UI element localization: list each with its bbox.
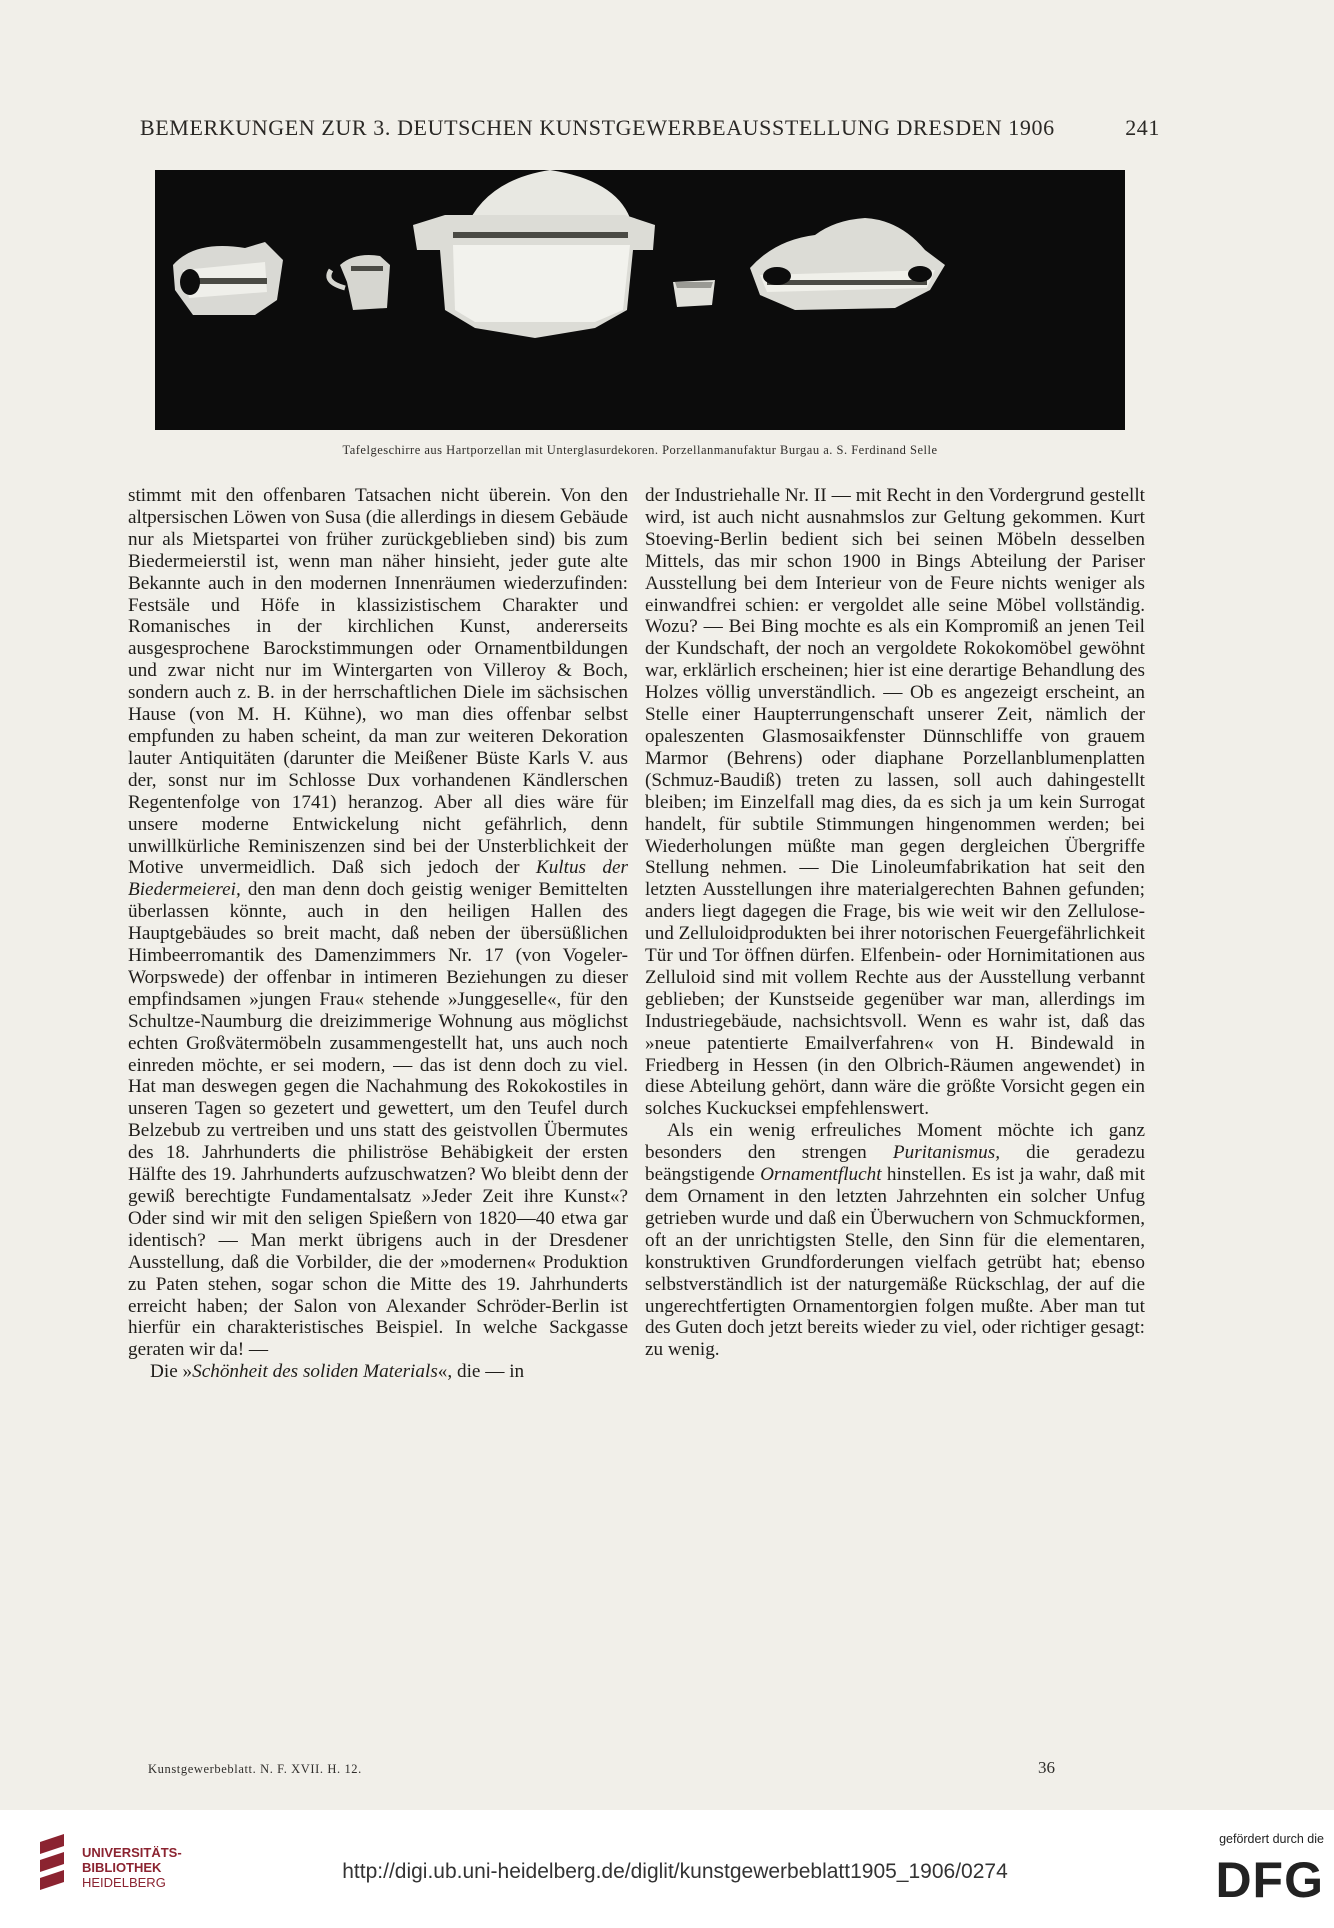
dfg-sponsor[interactable] (1178, 1832, 1324, 1908)
porcelain-bowl (173, 242, 283, 315)
text-run: stimmt mit den offenbaren Tatsachen nicht überein. Von den altpersischen Löwen von Susa (die allerdings in diesem Gebäude nur als Mietspartei von früher zurückgeblieben sind) bis zum Biedermeierstil ist, wenn man näher hinsieht, jeder gute alte Bekannte auch in den modernen Innenräumen wiederzufinden: Festsäle und Höfe in klassizistischem Charakter und Romanisches in der kirchlichen Kunst, andererseits ausgesprochene Barockstimmungen oder Ornamentbildungen und zwar nicht nur im Wintergarten von Villeroy & Boch, sondern auch z. B. in der herrschaftlichen Diele im sächsischen Hause (von M. H. Kühne), wo man dies offenbar selbst empfunden zu haben scheint, da man zur weiteren Dekoration lauter Antiquitäten (darunter die Meißener Büste Karls V. aus der, sonst nur im Schlosse Dux vorhandenen Kändlerschen Regentenfolge von 1741) heranzog. Aber all dies wäre für unsere moderne Entwickelung nicht gefährlich, denn unwillkürliche Reminiszenzen sind bei der Unsterblichkeit der Motive unvermeidlich. Daß sich jedoch der (128, 485, 628, 879)
page-number: 241 (1125, 115, 1160, 140)
text-run: Die » (150, 1361, 193, 1383)
text-column-right (645, 485, 1145, 1361)
text-column-left (128, 485, 628, 1383)
paragraph (645, 1120, 1145, 1361)
text-run: die geradezu beängstigende (645, 1142, 1145, 1186)
porcelain-tureen (413, 170, 655, 338)
text-run: «, die — in (437, 1361, 525, 1383)
paragraph (128, 485, 628, 1361)
emphasis: Kultus der Biedermeierei, (128, 857, 628, 901)
porcelain-creamer (329, 255, 390, 310)
permalink-url[interactable]: http://digi.ub.uni-heidelberg.de/diglit/kunstgewerbeblatt1905_1906/0274 (342, 1860, 1008, 1883)
library-line: BIBLIOTHEK (82, 1859, 162, 1875)
text-run: Als ein wenig erfreuliches Moment möchte ich ganz besonders den strengen (645, 1120, 1145, 1164)
emphasis: Puritanismus, (892, 1142, 1001, 1164)
porcelain-serving-bowl (750, 218, 945, 310)
running-title: BEMERKUNGEN ZUR 3. DEUTSCHEN KUNSTGEWERBEAUSSTELLUNG DRESDEN 1906 (140, 115, 1055, 140)
library-line: UNIVERSITÄTS- (82, 1844, 182, 1860)
journal-signature: Kunstgewerbeblatt. N. F. XVII. H. 12. (148, 1762, 362, 1776)
figure-caption: Tafelgeschirre aus Hartporzellan mit Unterglasurdekoren. Porzellanmanufaktur Burgau a. S. Ferdinand Selle (342, 443, 938, 457)
library-name (82, 1845, 182, 1890)
paragraph (128, 1361, 628, 1383)
library-logo-link[interactable] (36, 1832, 182, 1902)
porcelain-photograph (155, 170, 1125, 430)
sponsor-text: gefördert durch die (1219, 1832, 1324, 1846)
text-run: hinstellen. Es ist ja wahr, daß mit dem Ornament in den letzten Jahrzehnten ein solcher Unfug getrieben wurde und daß ein Überwuchern von Schmuckformen, oft an der unrichtigsten Stelle, den Sinn für die elementaren, konstruktiven Grundforderungen vielfach getrübt hat; ebenso selbstverständlich ist der naturgemäße Rückschlag, der auf die ungerechtfertigten Ornamentorgien folgen mußte. Aber man tut des Guten doch jetzt bereits wieder zu viel, oder richtiger gesagt: zu wenig. (645, 1164, 1145, 1361)
dfg-logo: DFG (1215, 1852, 1324, 1908)
paragraph: der Industriehalle Nr. II — mit Recht in den Vordergrund gestellt wird, ist auch nicht ausnahmslos zur Geltung gekommen. Kurt Stoeving-Berlin bedient sich bei seinen Möbeln desselben Mittels, das mir schon 1900 in Bings Abteilung der Pariser Ausstellung bei dem Interieur von de Feure nichts weniger als einwandfrei schien: er vergoldet alle seine Möbel vollständig. Wozu? — Bei Bing mochte es als ein Kompromiß an jenen Teil der Kundschaft, der noch an vergoldete Rokokomöbel gewöhnt war, erklärlich erscheinen; hier ist eine derartige Behandlung des Holzes völlig unverständlich. — Ob es angezeigt erscheint, an Stelle einer Haupterrungenschaft unserer Zeit, nämlich der opaleszenten Glasmosaikfenster Dünnschliffe von grauem Marmor (Behrens) oder diaphane Porzellanblumenplatten (Schmuz-Baudiß) treten zu lassen, soll auch dahingestellt bleiben; im Einzelfall mag dies, da es sich ja um kein Surrogat handelt, für subtile Stimmungen hingenommen werden; bei Wiederholungen müßte man gegen dergleichen Übergriffe Stellung nehmen. — Die Linoleumfabrikation hat seit den letzten Ausstellungen ihre materialgerechten Bahnen gefunden; anders liegt dagegen die Frage, bis wie weit wir den Zellulose- und Zelluloidprodukten bei ihrer notorischen Feuergefährlichkeit Tür und Tor öffnen dürfen. Elfenbein- oder Hornimitationen aus Zelluloid sind mit vollem Rechte aus der Ausstellung verbannt geblieben; der Kunstseide gegenüber war man, allerdings im Industriegebäude, nachsichtsvoll. Wenn es wahr ist, daß das »neue patentierte Emailverfahren« von H. Bindewald in Friedberg in Hessen (in den Olbrich-Räumen angewendet) in diese Abteilung gehört, dann wäre die größte Vorsicht gegen ein solches Kuckucksei empfehlenswert. (645, 485, 1145, 1120)
library-line: HEIDELBERG (82, 1874, 166, 1890)
digitization-footer (0, 1810, 1334, 1928)
running-head (140, 115, 1160, 141)
emphasis: Ornamentflucht (760, 1164, 882, 1186)
porcelain-small-dish (673, 280, 715, 307)
text-run: den man denn doch geistig weniger Bemittelten überlassen könnte, auch in den heiligen Hallen des Hauptgebäudes so breit macht, daß neben der übersüßlichen Himbeerromantik des Damenzimmers Nr. 17 (von Vogeler-Worpswede) der offenbar in intimeren Beziehungen zu dieser empfindsamen »jungen Frau« stehende »Junggeselle«, für den Schultze-Naumburg die dreizimmerige Wohnung aus möglichst echten Großvätermöbeln zusammengestellt hat, uns auch noch einreden möchte, er sei modern, — das ist denn doch zu viel. Hat man deswegen gegen die Nachahmung des Rokokostiles in unseren Tagen so gezetert und gewettert, um den Teufel durch Belzebub zu vertreiben und uns statt des geistvollen Übermutes des 18. Jahrhunderts die philiströse Behäbigkeit der ersten Hälfte des 19. Jahrhunderts aufzuschwatzen? Wo bleibt denn der gewiß berechtigte Fundamentalsatz »Jeder Zeit ihre Kunst«? Oder sind wir mit den seligen Spießern von 1820—40 etwa gar identisch? — Man merkt übrigens auch in der Dresdener Ausstellung, daß die Vorbilder, die der »modernen« Produktion zu Paten stehen, sogar schon die Mitte des 19. Jahrhunderts erreicht haben; der Salon von Alexander Schröder-Berlin ist hierfür ein charakteristisches Beispiel. In welche Sackgasse geraten wir da! — (128, 879, 628, 1361)
emphasis: Schönheit des soliden Materials (192, 1361, 438, 1383)
sheet-number: 36 (1038, 1758, 1055, 1777)
library-logo-icon (36, 1832, 70, 1902)
